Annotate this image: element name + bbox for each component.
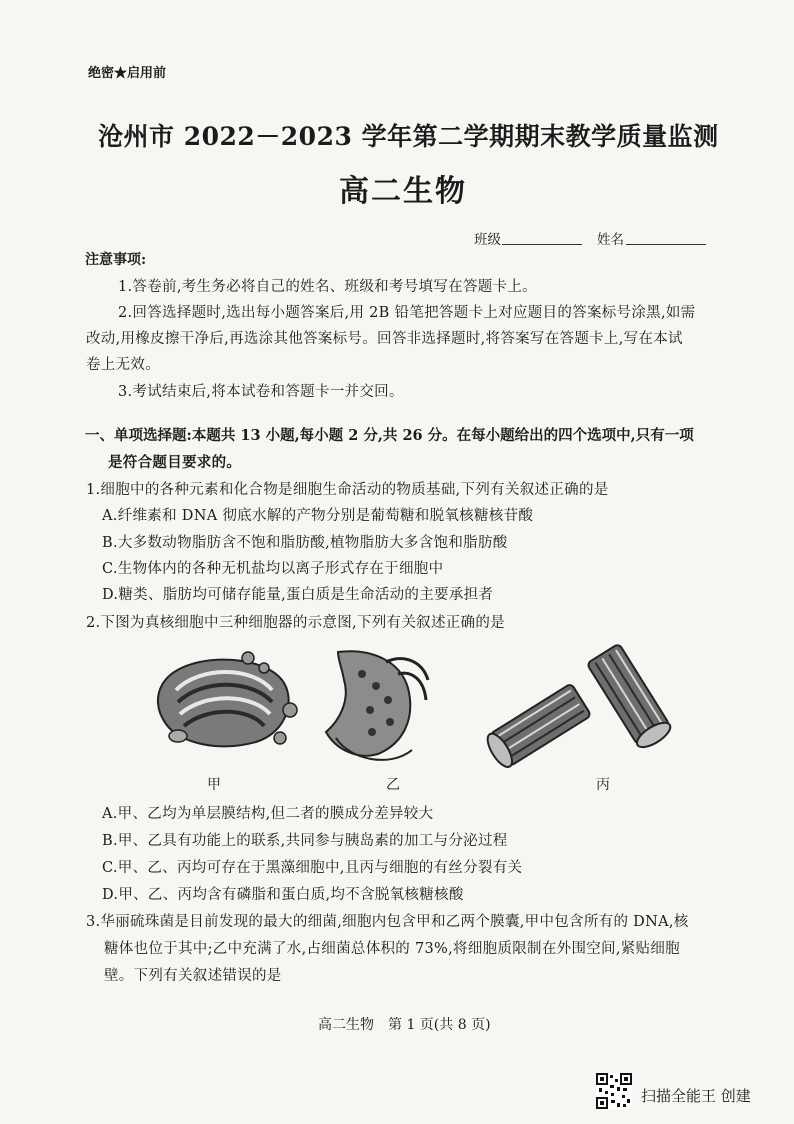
figure-label-yi: 乙 [386,777,400,793]
er-illustration [326,651,428,760]
q2-option-b: B.甲、乙具有功能上的联系,共同参与胰岛素的加工与分泌过程 [102,833,508,849]
figure-label-bing: 丙 [596,777,610,793]
q1-option-d: D.糖类、脂肪均可储存能量,蛋白质是生命活动的主要承担者 [102,587,494,603]
golgi-illustration [158,652,297,746]
note-1: 1.答卷前,考生务必将自己的姓名、班级和考号填写在答题卡上。 [118,279,537,295]
note-3: 3.考试结束后,将本试卷和答题卡一并交回。 [118,384,404,400]
q2-option-c: C.甲、乙、丙均可存在于黑藻细胞中,且丙与细胞的有丝分裂有关 [102,860,523,876]
centriole-illustration [483,643,674,770]
q2-option-a: A.甲、乙均为单层膜结构,但二者的膜成分差异较大 [102,806,434,822]
secret-mark: 绝密★启用前 [88,66,167,81]
q3-stem-line2: 糖体也位于其中;乙中充满了水,占细菌总体积的 73%,将细胞质限制在外围空间,紧贴细胞 [104,941,680,957]
scanner-watermark: 扫描全能王 创建 [641,1087,751,1105]
q1-option-c: C.生物体内的各种无机盐均以离子形式存在于细胞中 [102,561,444,577]
q1-option-b: B.大多数动物脂肪含不饱和脂肪酸,植物脂肪大多含饱和脂肪酸 [102,535,508,551]
class-label: 班级 [474,232,501,248]
section1-heading-line1: 一、单项选择题:本题共 13 小题,每小题 2 分,共 26 分。在每小题给出的四个选项中,只有一项 [85,427,694,444]
notes-heading: 注意事项: [85,252,147,268]
qr-code-icon [596,1073,632,1109]
page-footer: 高二生物 第 1 页(共 8 页) [318,1017,491,1033]
note-2-line2: 改动,用橡皮擦干净后,再选涂其他答案标号。回答非选择题时,将答案写在答题卡上,写在本试 [86,331,683,347]
q1-option-a: A.纤维素和 DNA 彻底水解的产物分别是葡萄糖和脱氧核糖核苷酸 [102,508,534,524]
note-2-line3: 卷上无效。 [86,357,160,373]
figure-label-jia: 甲 [207,777,221,793]
q3-stem-line1: 3.华丽硫珠菌是目前发现的最大的细菌,细胞内包含甲和乙两个膜囊,甲中包含所有的 DNA,核 [86,914,689,930]
exam-title: 沧州市 2022－2023 学年第二学期期末教学质量监测 [98,122,719,151]
class-field[interactable] [502,228,582,245]
section1-heading-line2: 是符合题目要求的。 [108,454,242,471]
note-2-line1: 2.回答选择题时,选出每小题答案后,用 2B 铅笔把答题卡上对应题目的答案标号涂黑,如需 [118,305,696,321]
q2-option-d: D.甲、乙、丙均含有磷脂和蛋白质,均不含脱氧核糖核酸 [102,887,464,903]
q3-stem-line3: 壁。下列有关叙述错误的是 [104,968,282,984]
organelle-figure [140,640,680,775]
q1-stem: 1.细胞中的各种元素和化合物是细胞生命活动的物质基础,下列有关叙述正确的是 [86,482,609,498]
exam-subject: 高二生物 [339,174,467,209]
q2-stem: 2.下图为真核细胞中三种细胞器的示意图,下列有关叙述正确的是 [86,615,505,631]
name-label: 姓名 [597,232,624,248]
name-field[interactable] [626,228,706,245]
